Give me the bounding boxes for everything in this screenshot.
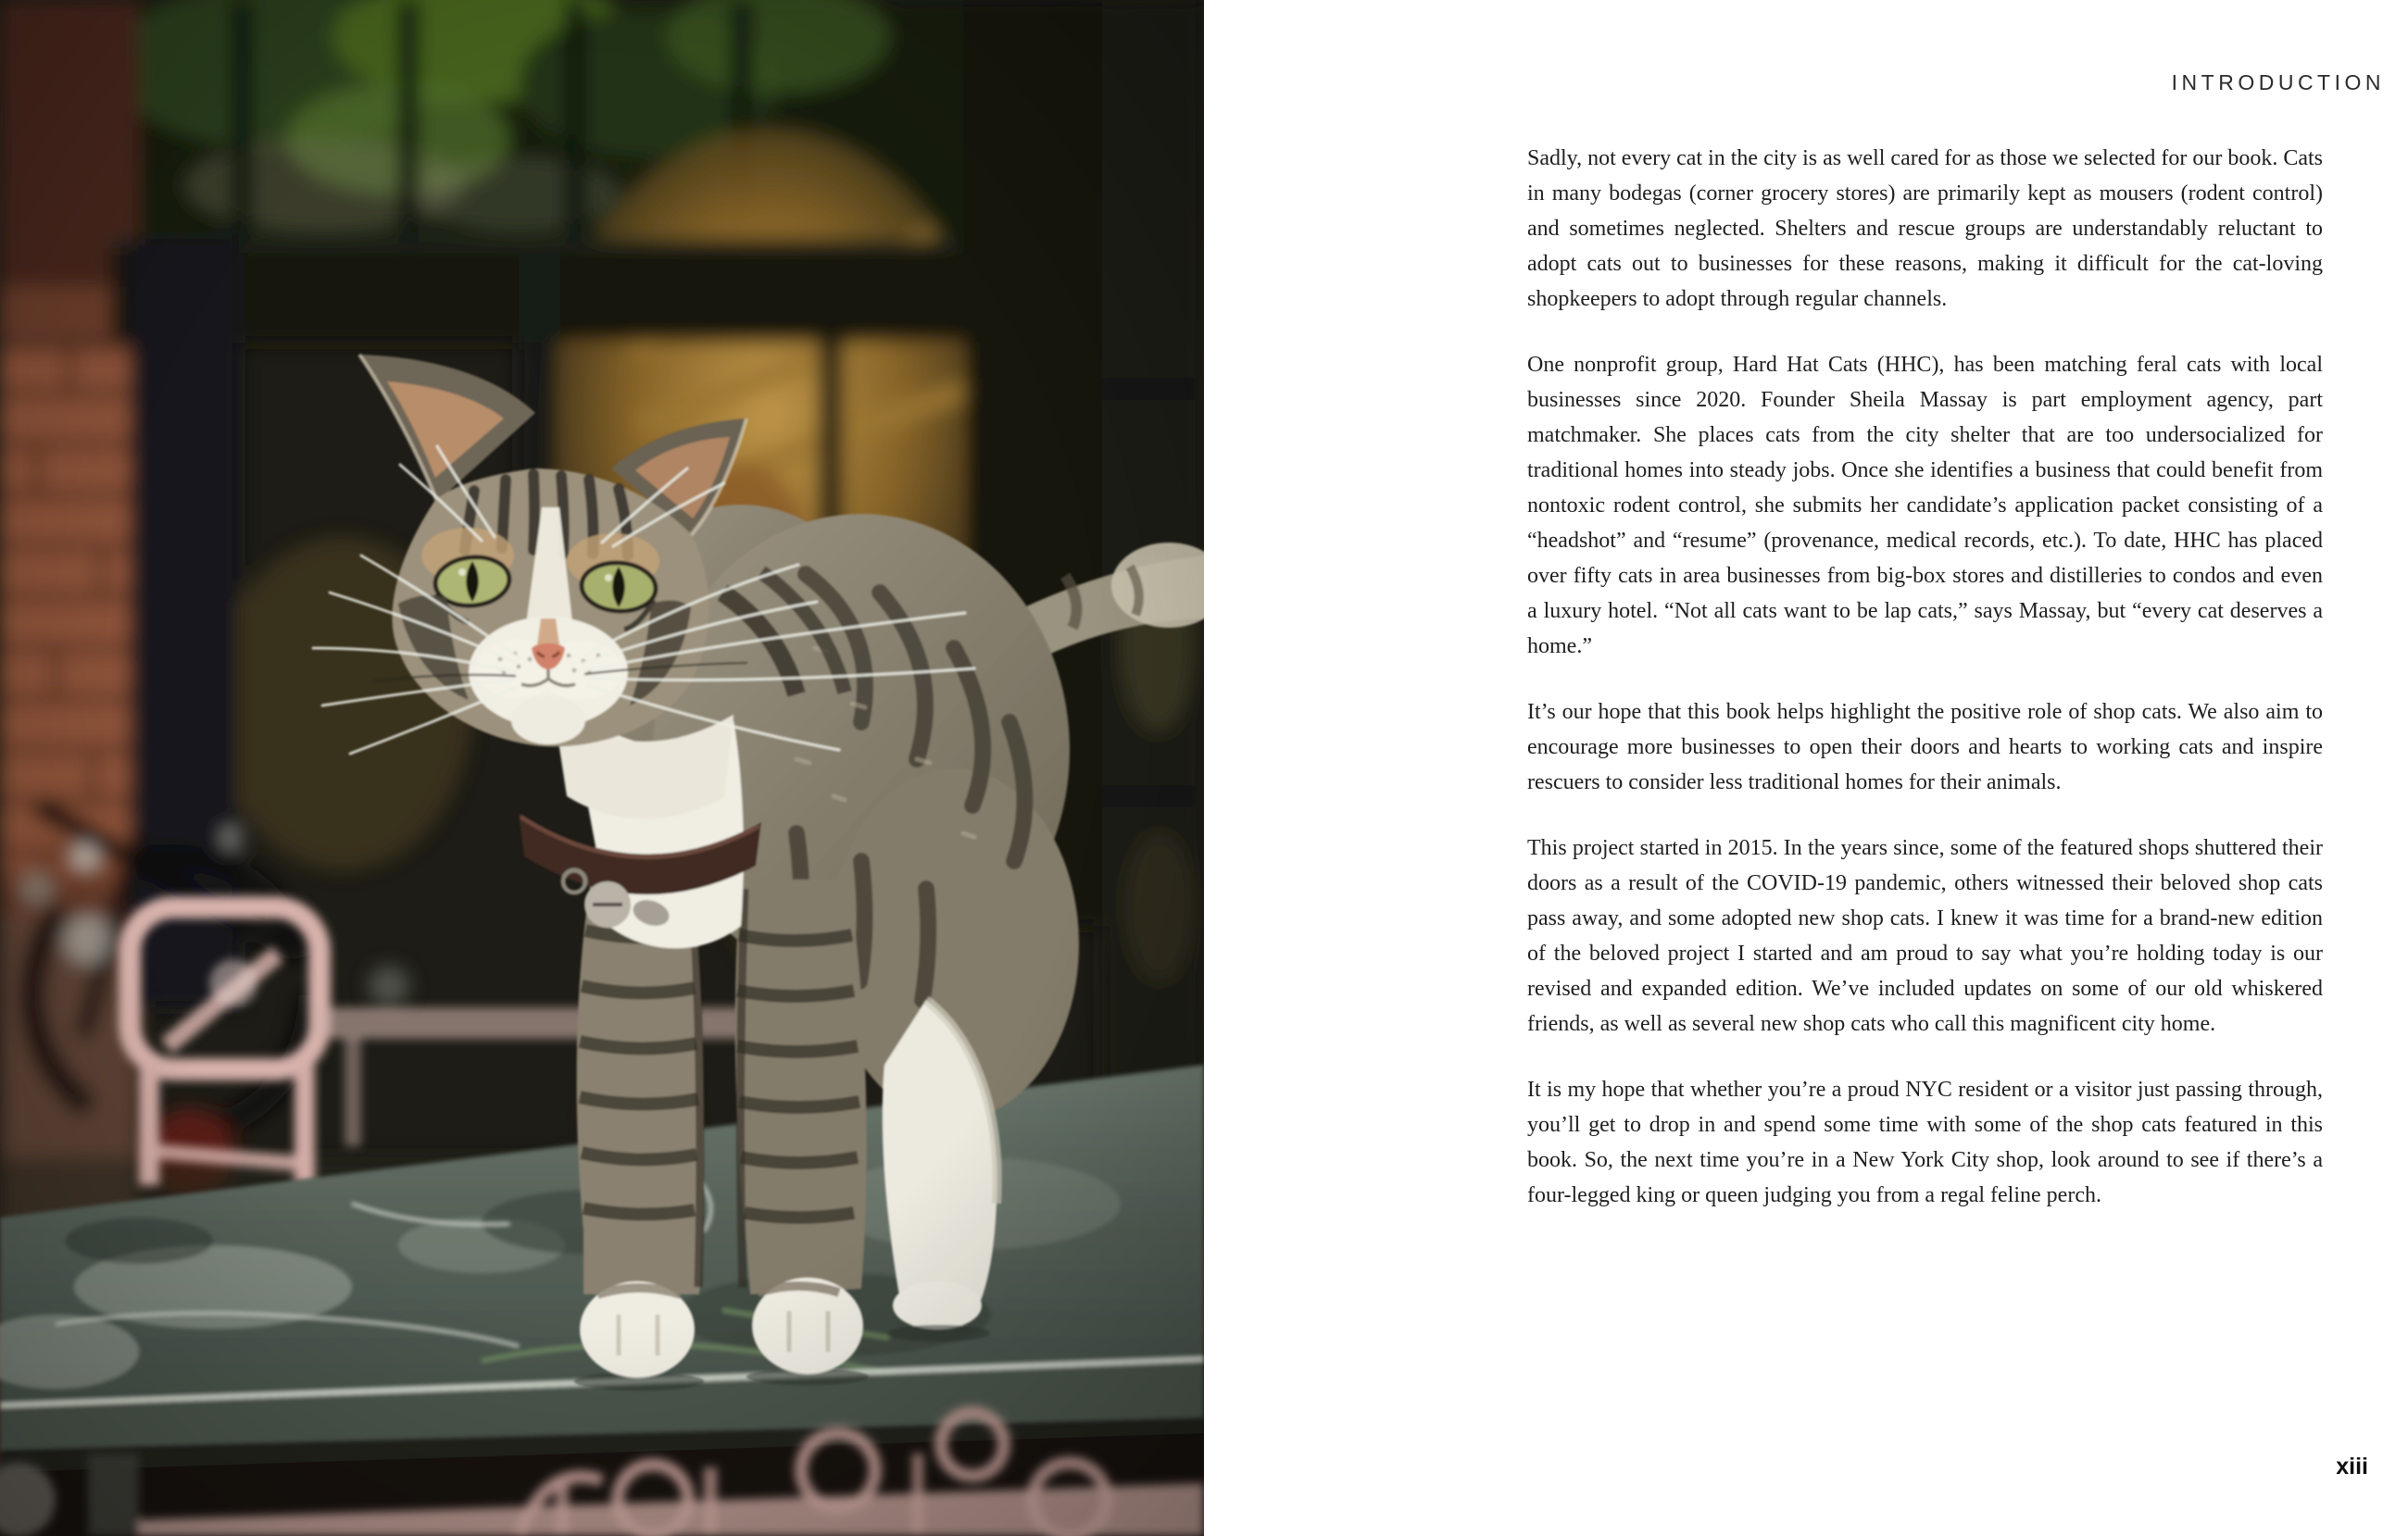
running-header: INTRODUCTION	[2171, 70, 2385, 94]
body-text-column	[1527, 141, 2323, 1243]
body-paragraph: This project started in 2015. In the years since, some of the featured shops shuttered their doors as a result of the COVID-19 pandemic, others witnessed their beloved shop cats pass away, and some adopted new shop cats. I knew it was time for a brand-new edition of the beloved project I started and am proud to say what you’re holding today is our revised and expanded edition. We’ve included updates on some of our old whiskered friends, as well as several new shop cats who call this magnificent city home.	[1527, 836, 2323, 1036]
body-paragraph: It’s our hope that this book helps highlight the positive role of shop cats. We also aim to encourage more businesses to open their doors and hearts to working cats and inspire rescuers to consider less traditional homes for their animals.	[1527, 700, 2323, 794]
body-paragraph: One nonprofit group, Hard Hat Cats (HHC), has been matching feral cats with local businesses since 2020. Founder Sheila Massay is part employment agency, part matchmaker. She places cats from the city shelter that are too undersocialized for traditional homes into steady jobs. Once she identifies a business that could benefit from nontoxic rodent control, she submits her candidate’s application packet consisting of a “headshot” and “resume” (provenance, medical records, etc.). To date, HHC has placed over fifty cats in area businesses from big-box stores and distilleries to condos and even a luxury hotel. “Not all cats want to be lap cats,” says Massay, but “every cat deserves a home.”	[1527, 353, 2323, 658]
body-paragraph: It is my hope that whether you’re a proud NYC resident or a visitor just passing through, you’ll get to drop in and spend some time with some of the shop cats featured in this book. So, the next time you’re in a New York City shop, look around to see if there’s a four-legged king or queen judging you from a regal feline perch.	[1527, 1078, 2323, 1207]
page-number: xiii	[2336, 1454, 2368, 1480]
body-paragraph: Sadly, not every cat in the city is as well cared for as those we selected for our book. Cats in many bodegas (corner grocery stores) are primarily kept as mousers (rodent control) and sometimes neglected. Shelters and rescue groups are understandably reluctant to adopt cats out to businesses for these reasons, making it difficult for the cat-loving shopkeepers to adopt through regular channels.	[1527, 146, 2323, 311]
